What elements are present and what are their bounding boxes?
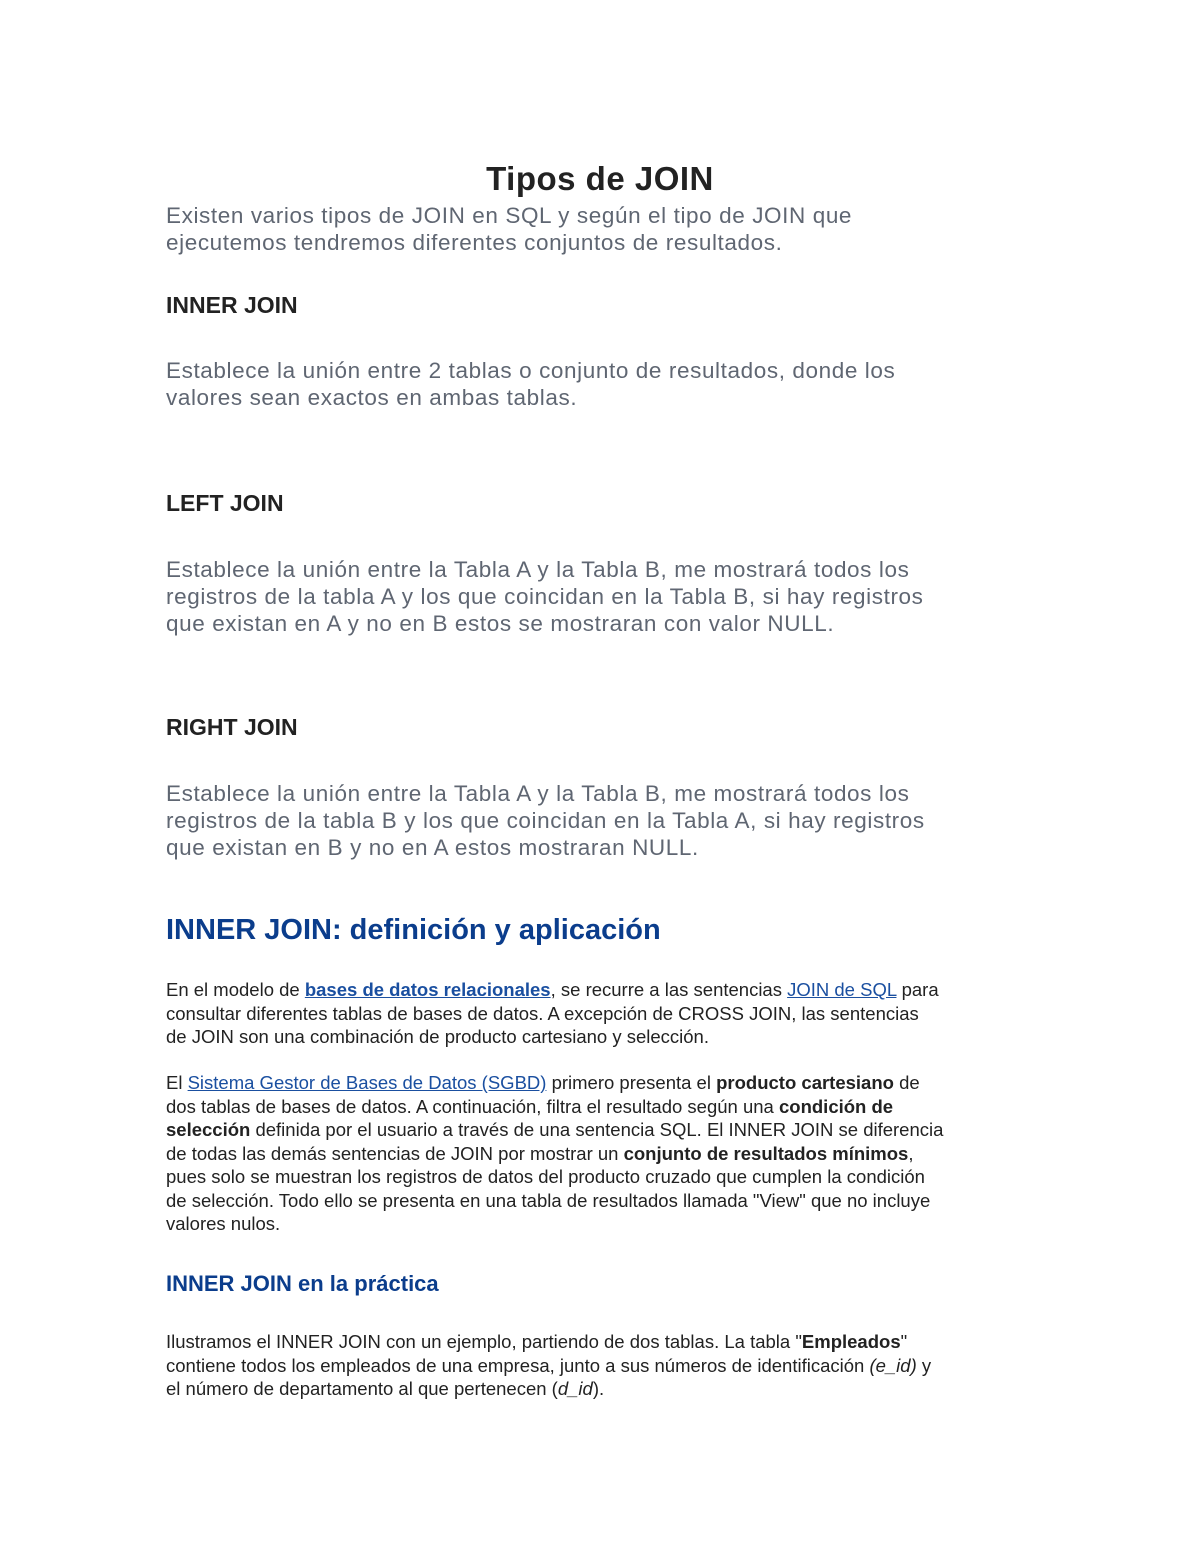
paragraph-line: consultar diferentes tablas de bases de datos. A excepción de CROSS JOIN, las sentencias — [166, 1002, 919, 1024]
intro-line: Existen varios tipos de JOIN en SQL y según el tipo de JOIN que — [166, 203, 853, 228]
definition-paragraph-2 — [166, 1071, 1046, 1236]
bold-text: producto cartesiano — [716, 1072, 894, 1093]
text-run: definida por el usuario a través de una sentencia SQL. El INNER JOIN se diferencia — [250, 1119, 944, 1140]
paragraph-line: Establece la unión entre 2 tablas o conjunto de resultados, donde los — [166, 358, 896, 383]
text-run: para — [896, 979, 939, 1000]
italic-text: (e_id) — [869, 1354, 917, 1376]
paragraph-line: registros de la tabla B y los que coincidan en la Tabla A, si hay registros — [166, 808, 925, 833]
bold-text: condición de — [778, 1095, 894, 1117]
practice-heading: INNER JOIN en la práctica — [166, 1271, 439, 1296]
paragraph-line — [166, 1330, 1046, 1354]
paragraph-line: pues solo se muestran los registros de datos del producto cruzado que cumplen la condición — [166, 1166, 925, 1187]
bold-text: conjunto de resultados mínimos — [623, 1142, 909, 1164]
text-run: El — [166, 1072, 188, 1093]
practice-paragraph — [166, 1330, 1046, 1401]
inner-join-paragraph — [166, 357, 1046, 411]
paragraph-line — [166, 1142, 1046, 1166]
intro-paragraph — [166, 202, 1046, 256]
paragraph-line: Establece la unión entre la Tabla A y la Tabla B, me mostrará todos los — [166, 781, 910, 806]
paragraph-line: Establece la unión entre la Tabla A y la Tabla B, me mostrará todos los — [166, 557, 910, 582]
sgbd-link[interactable]: Sistema Gestor de Bases de Datos (SGBD) — [187, 1072, 547, 1093]
text-run: contiene todos los empleados de una empresa, junto a sus números de identificación — [166, 1354, 870, 1376]
paragraph-line: que existan en A y no en B estos se mostraran con valor NULL. — [166, 611, 835, 636]
text-run: y — [916, 1354, 932, 1376]
paragraph-line — [166, 1071, 1046, 1095]
paragraph-line: de selección. Todo ello se presenta en una tabla de resultados llamada "View" que no incluye — [166, 1189, 931, 1211]
text-run: el número de departamento al que pertenecen ( — [166, 1378, 558, 1399]
page-title: Tipos de JOIN — [486, 160, 714, 198]
paragraph-line: de JOIN son una combinación de producto cartesiano y selección. — [166, 1026, 709, 1047]
text-run: , se recurre a las sentencias — [550, 979, 788, 1000]
paragraph-line: registros de la tabla A y los que coincidan en la Tabla B, si hay registros — [166, 584, 924, 609]
paragraph-line — [166, 1095, 1046, 1119]
definition-heading: INNER JOIN: definición y aplicación — [166, 914, 661, 946]
bold-text: Empleados — [801, 1331, 901, 1352]
paragraph-line — [166, 1118, 1046, 1142]
text-run: de — [893, 1072, 920, 1093]
text-run: " — [900, 1331, 908, 1352]
text-run: , — [908, 1142, 914, 1164]
text-run: primero presenta el — [546, 1072, 717, 1093]
left-join-paragraph — [166, 556, 1046, 637]
paragraph-line: valores nulos. — [166, 1213, 281, 1234]
text-run: Ilustramos el INNER JOIN con un ejemplo, partiendo de dos tablas. La tabla " — [166, 1331, 802, 1352]
definition-paragraph-1 — [166, 978, 1046, 1049]
paragraph-line — [166, 1377, 1046, 1401]
text-run: de todas las demás sentencias de JOIN por mostrar un — [166, 1142, 624, 1164]
text-run: dos tablas de bases de datos. A continuación, filtra el resultado según una — [166, 1095, 779, 1117]
left-join-heading: LEFT JOIN — [166, 490, 284, 516]
italic-text: d_id — [557, 1378, 593, 1399]
paragraph-line: que existan en B y no en A estos mostraran NULL. — [166, 835, 699, 860]
text-run: En el modelo de — [166, 979, 305, 1000]
inner-join-heading: INNER JOIN — [166, 292, 298, 318]
bold-text: selección — [166, 1119, 251, 1140]
intro-line: ejecutemos tendremos diferentes conjuntos de resultados. — [166, 230, 783, 255]
right-join-paragraph — [166, 780, 1046, 861]
join-de-sql-link[interactable]: JOIN de SQL — [787, 979, 897, 1000]
right-join-heading: RIGHT JOIN — [166, 714, 298, 740]
bases-de-datos-relacionales-link[interactable]: bases de datos relacionales — [304, 979, 551, 1000]
text-run: ). — [592, 1378, 605, 1399]
paragraph-line — [166, 978, 1046, 1002]
paragraph-line: valores sean exactos en ambas tablas. — [166, 385, 578, 410]
paragraph-line — [166, 1354, 1046, 1378]
